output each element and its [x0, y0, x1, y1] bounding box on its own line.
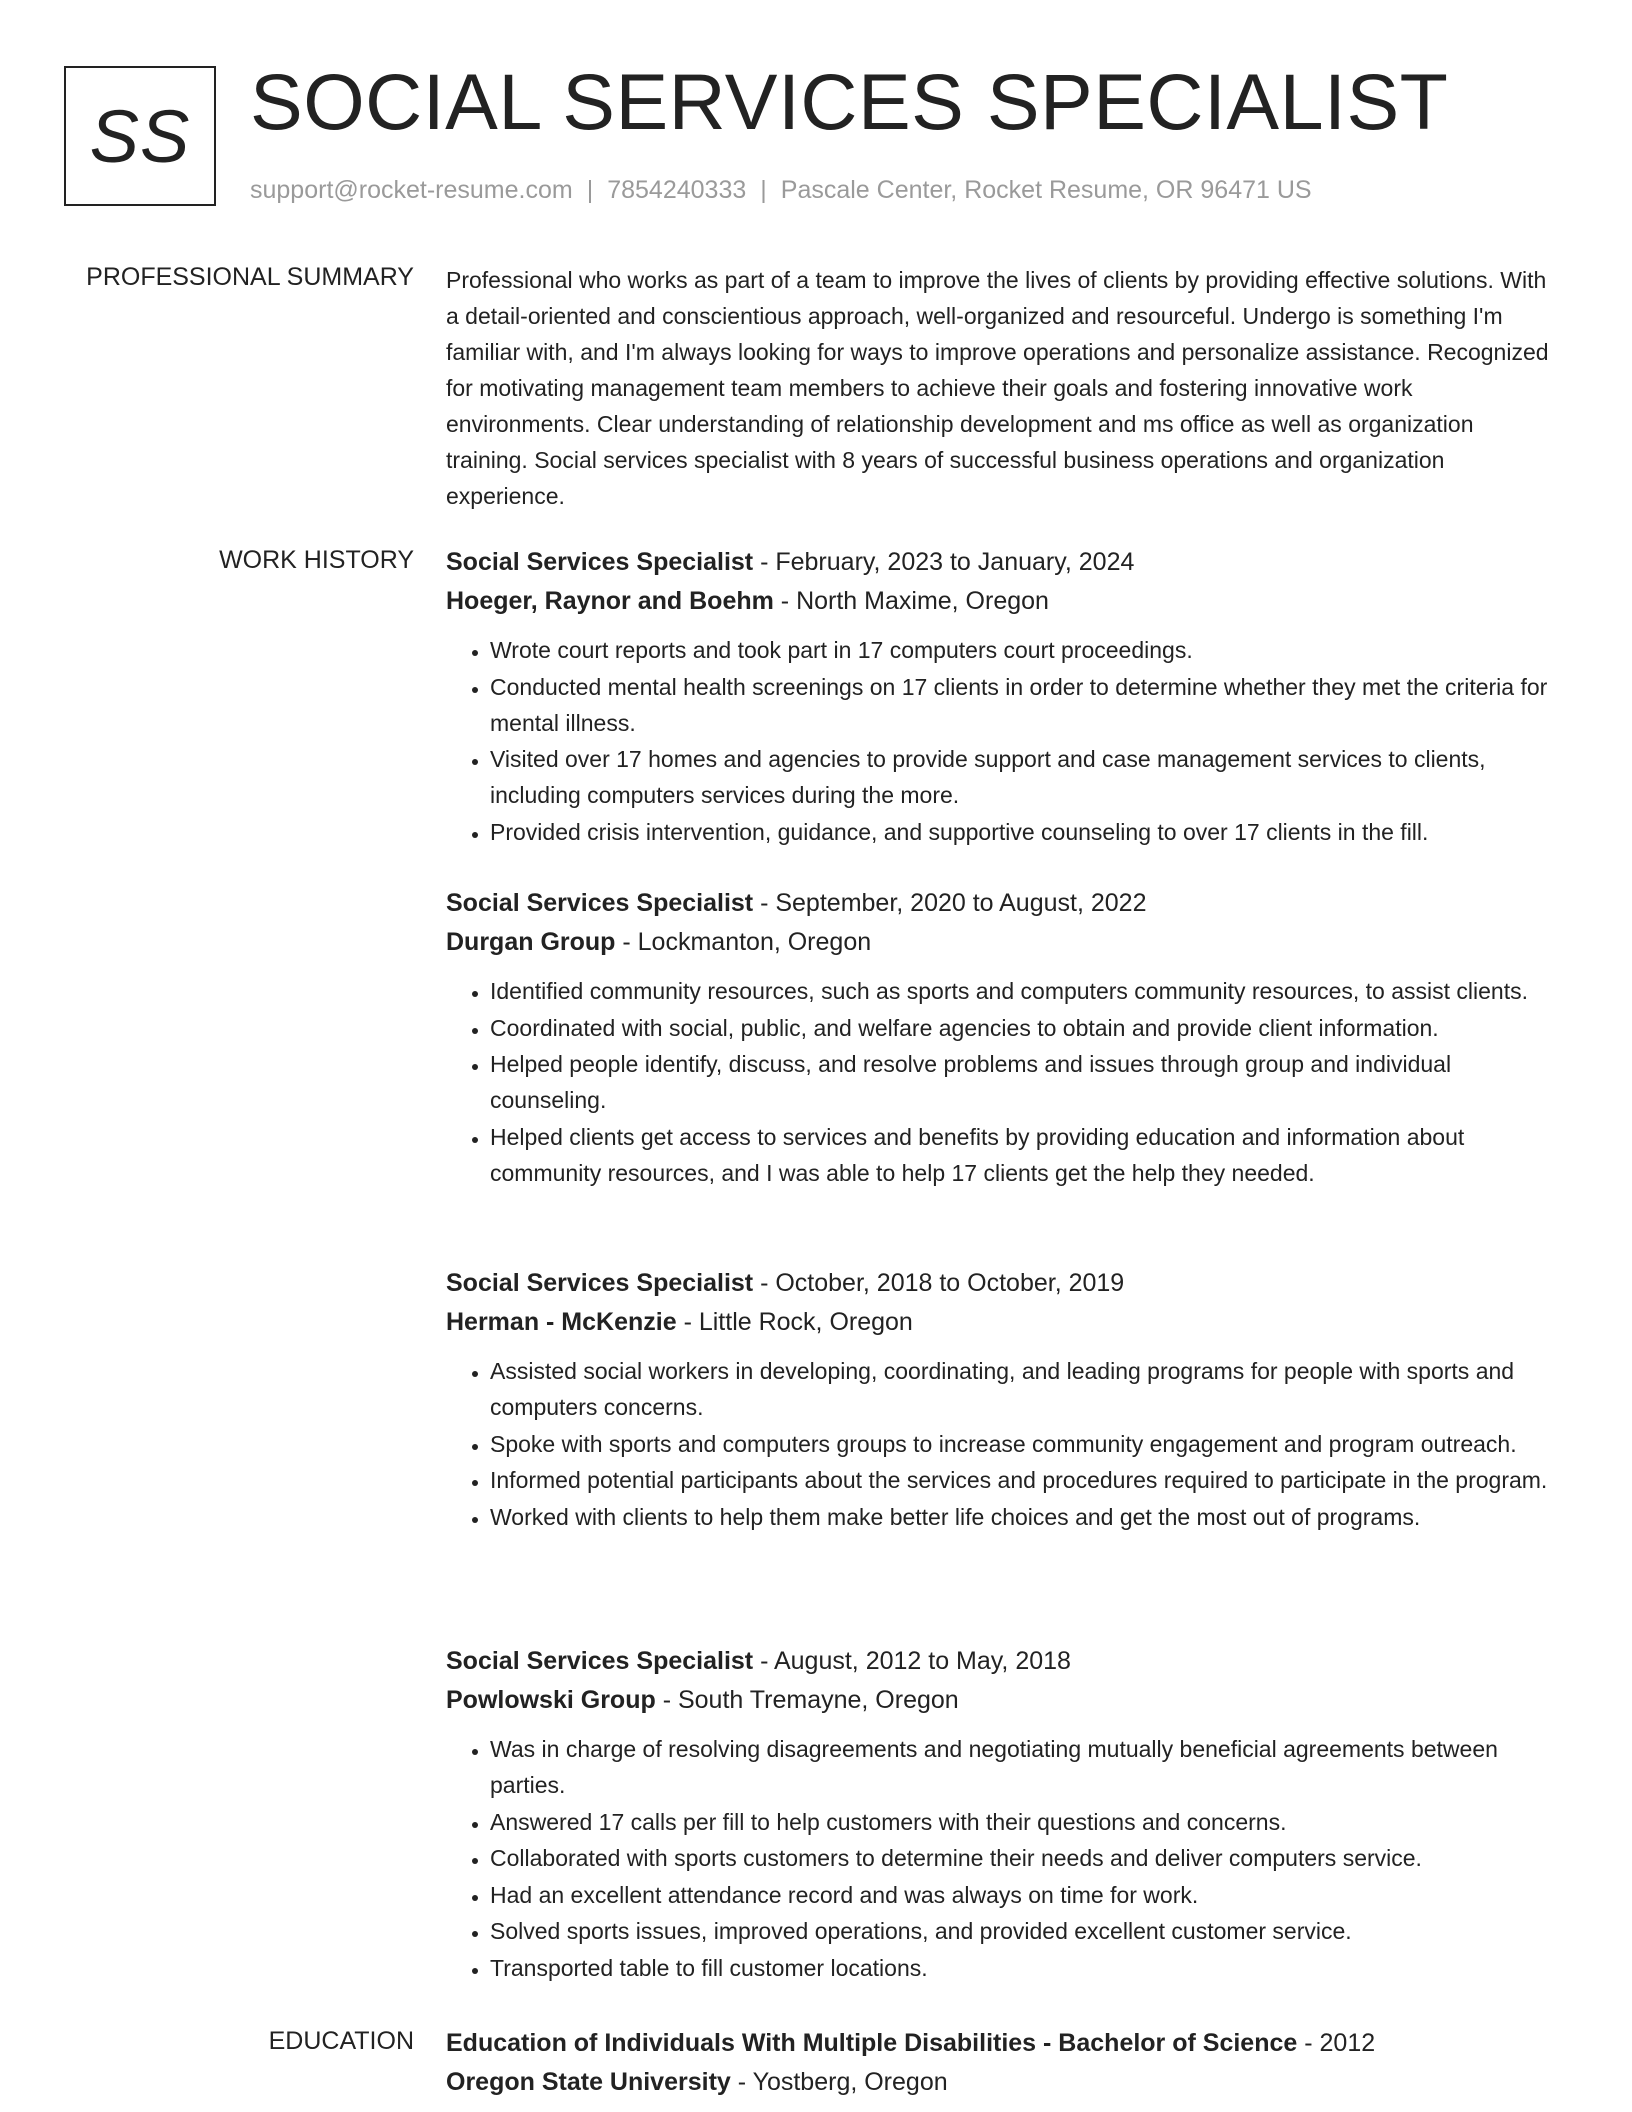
job-title-line: [446, 1642, 1556, 1681]
job-title-line: [446, 884, 1556, 923]
job-bullet: • Helped people identify, discuss, and resolve problems and issues through group and individual counseling.: [490, 1046, 1556, 1118]
job-location: - Lockmanton, Oregon: [615, 928, 872, 956]
education-location: - Yostberg, Oregon: [730, 2068, 948, 2096]
education-year: - 2012: [1297, 2029, 1376, 2057]
job-bullet: • Transported table to fill customer locations.: [490, 1950, 1556, 1986]
contact-email: support@rocket-resume.com: [250, 176, 573, 204]
job-bullet: • Had an excellent attendance record and was always on time for work.: [490, 1877, 1556, 1913]
job-dates: - September, 2020 to August, 2022: [753, 889, 1147, 917]
education-school: Oregon State University: [446, 2068, 731, 2096]
job-bullets: [446, 1353, 1556, 1535]
job-title: Social Services Specialist: [446, 548, 754, 576]
resume-title: SOCIAL SERVICES SPECIALIST: [250, 57, 1449, 146]
summary-text: Professional who works as part of a team to improve the lives of clients by providing effective solutions. With a detail-oriented and conscientious approach, well-organized and resourceful. Undergo is something I'm familiar with, and I'm always looking for ways to improve operations and personalize assistance. Recognized for motivating management team members to achieve their goals and fostering innovative work environments. Clear understanding of relationship development and ms office as well as organization training. Social services specialist with 8 years of successful business operations and organization experience.: [446, 267, 1549, 509]
job-bullet: • Informed potential participants about the services and procedures required to participate in the program.: [490, 1462, 1556, 1498]
job-location: - South Tremayne, Oregon: [655, 1686, 959, 1714]
work-history-body: [446, 1264, 1556, 1535]
education-degree-line: [446, 2024, 1556, 2063]
job-bullet: • Assisted social workers in developing, coordinating, and leading programs for people with sports and computers concerns.: [490, 1353, 1556, 1425]
summary-body: [446, 260, 1556, 514]
job-bullet: • Wrote court reports and took part in 17 computers court proceedings.: [490, 632, 1556, 668]
job-bullets: [446, 1731, 1556, 1986]
job-dates: - August, 2012 to May, 2018: [753, 1647, 1071, 1675]
job-title: Social Services Specialist: [446, 1269, 754, 1297]
job-entry: [446, 1264, 1556, 1535]
job-location: - North Maxime, Oregon: [773, 587, 1049, 615]
job-bullet: • Worked with clients to help them make better life choices and get the most out of programs.: [490, 1499, 1556, 1535]
job-company: Herman - McKenzie: [446, 1308, 677, 1336]
monogram: SS: [64, 66, 216, 206]
contact-phone: 7854240333: [607, 176, 747, 204]
job-title: Social Services Specialist: [446, 1647, 754, 1675]
job-bullet: • Answered 17 calls per fill to help customers with their questions and concerns.: [490, 1804, 1556, 1840]
job-dates: - October, 2018 to October, 2019: [753, 1269, 1125, 1297]
job-company: Powlowski Group: [446, 1686, 656, 1714]
job-bullet: • Helped clients get access to services and benefits by providing education and information about community resources, and I was able to help 17 clients get the help they needed.: [490, 1119, 1556, 1191]
education-body: [446, 2024, 1556, 2102]
job-bullets: [446, 632, 1556, 850]
job-company-line: [446, 1303, 1556, 1342]
education-degree: Education of Individuals With Multiple Disabilities - Bachelor of Science: [446, 2029, 1298, 2057]
job-title-line: [446, 543, 1556, 582]
job-bullet: • Identified community resources, such as sports and computers community resources, to assist clients.: [490, 973, 1556, 1009]
job-entry: [446, 543, 1556, 850]
job-title: Social Services Specialist: [446, 889, 754, 917]
work-history-body: [446, 884, 1556, 1191]
job-bullet: • Provided crisis intervention, guidance, and supportive counseling to over 17 clients in the fill.: [490, 814, 1556, 850]
job-company: Hoeger, Raynor and Boehm: [446, 587, 774, 615]
job-location: - Little Rock, Oregon: [676, 1308, 913, 1336]
education-school-line: [446, 2063, 1556, 2102]
job-company-line: [446, 582, 1556, 621]
contact-line: [250, 173, 1312, 207]
job-bullet: • Was in charge of resolving disagreements and negotiating mutually beneficial agreements between parties.: [490, 1731, 1556, 1803]
job-bullet: • Conducted mental health screenings on 17 clients in order to determine whether they met the criteria for mental illness.: [490, 669, 1556, 741]
job-bullet: • Spoke with sports and computers groups to increase community engagement and program outreach.: [490, 1426, 1556, 1462]
job-title-line: [446, 1264, 1556, 1303]
contact-separator: |: [586, 176, 594, 204]
job-dates: - February, 2023 to January, 2024: [753, 548, 1135, 576]
section-label-summary: PROFESSIONAL SUMMARY: [86, 263, 414, 291]
contact-separator: |: [760, 176, 767, 204]
job-bullet: • Collaborated with sports customers to determine their needs and deliver computers service.: [490, 1840, 1556, 1876]
work-history-body: [446, 1642, 1556, 1986]
section-label-work-history: WORK HISTORY: [219, 546, 414, 574]
job-bullet: • Solved sports issues, improved operations, and provided excellent customer service.: [490, 1913, 1556, 1949]
job-entry: [446, 1642, 1556, 1986]
job-bullet: • Coordinated with social, public, and welfare agencies to obtain and provide client information.: [490, 1010, 1556, 1046]
work-history-body: [446, 543, 1556, 850]
job-company: Durgan Group: [446, 928, 616, 956]
job-entry: [446, 884, 1556, 1191]
job-bullet: • Visited over 17 homes and agencies to provide support and case management services to clients, including computers services during the more.: [490, 741, 1556, 813]
job-bullets: [446, 973, 1556, 1191]
section-label-education: EDUCATION: [268, 2027, 414, 2055]
job-company-line: [446, 923, 1556, 962]
contact-address: Pascale Center, Rocket Resume, OR 96471 US: [780, 176, 1312, 204]
job-company-line: [446, 1681, 1556, 1720]
